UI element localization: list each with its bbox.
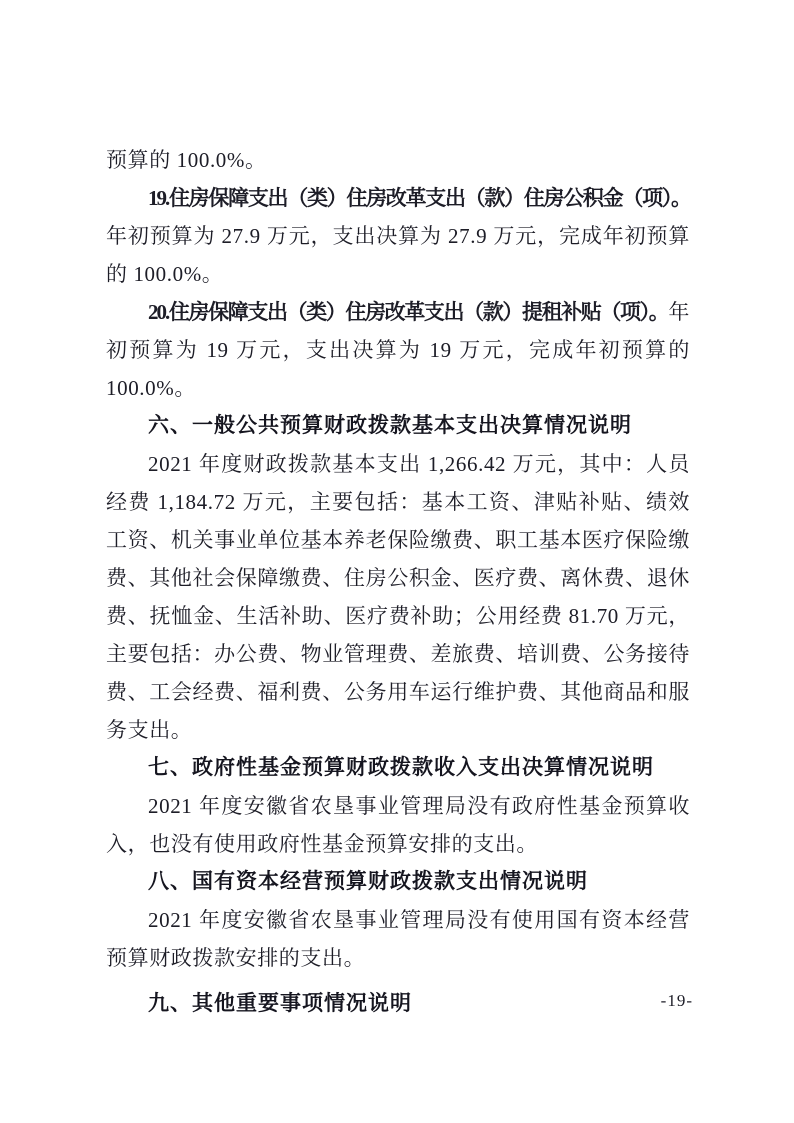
paragraph-continuation: 预算的 100.0%。	[106, 148, 267, 172]
paragraph-item-19	[106, 179, 690, 293]
paragraph-item-20	[106, 293, 690, 407]
item-20-title: 20.住房保障支出（类）住房改革支出（款）提租补贴（项）。	[148, 300, 669, 324]
section-8-paragraph: 2021 年度安徽省农垦事业管理局没有使用国有资本经营预算财政拨款安排的支出。	[106, 908, 690, 970]
section-heading-7: 七、政府性基金预算财政拨款收入支出决算情况说明	[148, 756, 654, 779]
item-19-text: 年初预算为 27.9 万元，支出决算为 27.9 万元，完成年初预算的 100.0%。	[106, 224, 690, 286]
document-body	[106, 141, 690, 1023]
item-20-text: 年初预算为 19 万元，支出决算为 19 万元，完成年初预算的 100.0%。	[106, 300, 690, 400]
section-6-paragraph: 2021 年度财政拨款基本支出 1,266.42 万元，其中：人员经费 1,184.72 万元，主要包括：基本工资、津贴补贴、绩效工资、机关事业单位基本养老保险缴费、职工基本医疗保险缴费、其他社会保障缴费、住房公积金、医疗费、离休费、退休费、抚恤金、生活补助、医疗费补助；公用经费 81.70 万元，主要包括：办公费、物业管理费、差旅费、培训费、公务接待费、工会经费、福利费、公务用车运行维护费、其他商品和服务支出。	[106, 452, 690, 742]
page-number: -19-	[660, 991, 693, 1010]
section-heading-8: 八、国有资本经营预算财政拨款支出情况说明	[148, 870, 588, 893]
section-7-paragraph: 2021 年度安徽省农垦事业管理局没有政府性基金预算收入，也没有使用政府性基金预算安排的支出。	[106, 794, 690, 856]
section-heading-6: 六、一般公共预算财政拨款基本支出决算情况说明	[148, 414, 632, 437]
section-heading-9: 九、其他重要事项情况说明	[148, 992, 412, 1015]
item-19-title: 19.住房保障支出（类）住房改革支出（款）住房公积金（项）。	[148, 186, 690, 210]
